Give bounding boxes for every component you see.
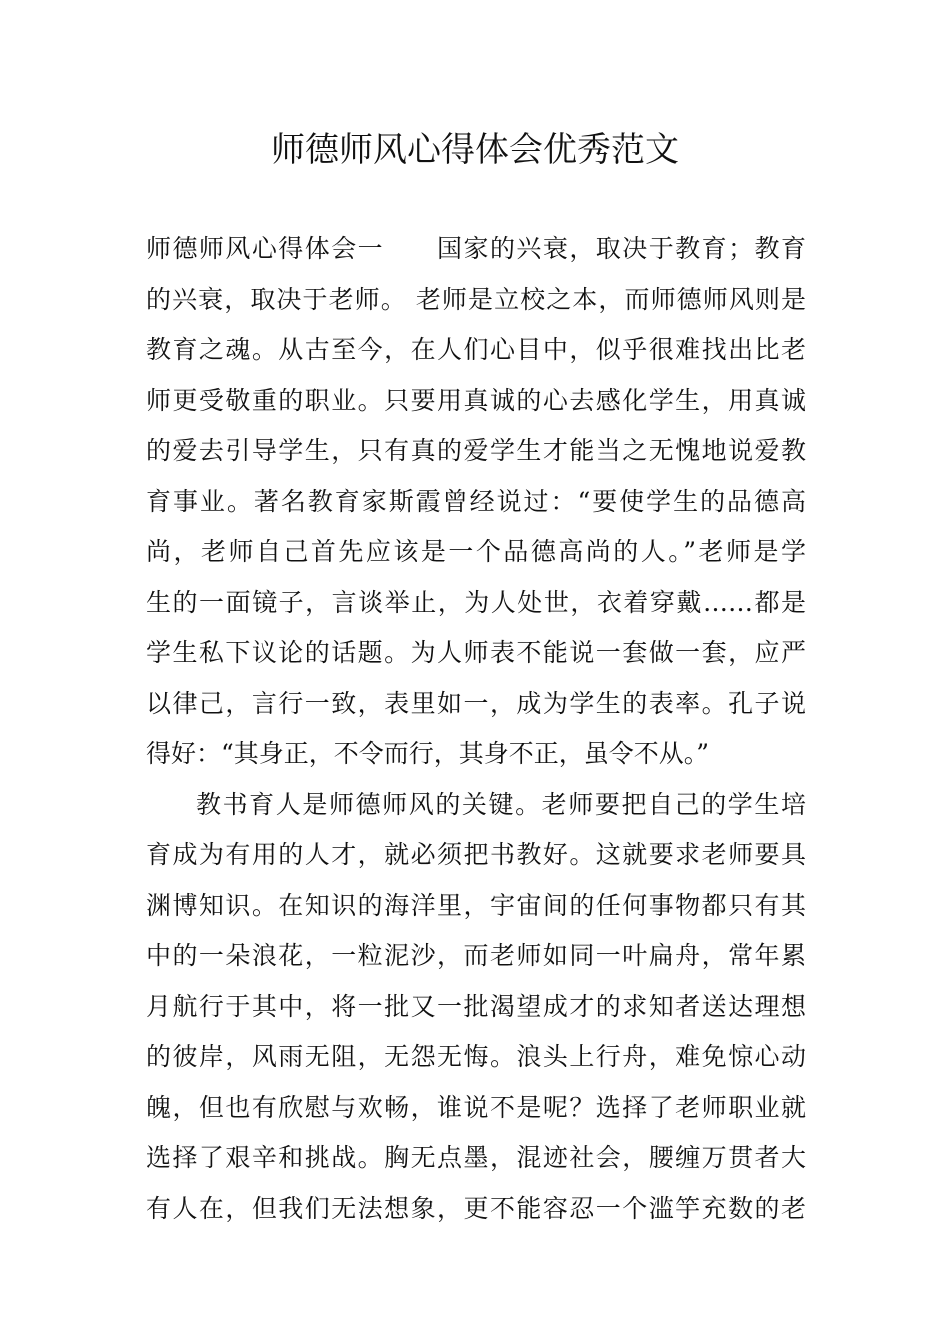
text-line: 的爱去引导学生，只有真的爱学生才能当之无愧地说爱教 [146,436,806,465]
text-line: 师德师风心得体会一 国家的兴衰，取决于教育；教育 [146,234,806,263]
text-line: 师更受敬重的职业。只要用真诚的心去感化学生，用真诚 [146,385,806,415]
document-body [146,224,806,1234]
text-line: 学生私下议论的话题。为人师表不能说一套做一套，应严 [146,638,806,667]
document-title: 师德师风心得体会优秀范文 [271,130,679,170]
text-line: 得好：“其身正，不令而行，其身不正，虽令不从。” [146,739,710,768]
text-line: 生的一面镜子，言谈举止，为人处世，衣着穿戴……都是 [146,587,806,617]
text-line: 选择了艰辛和挑战。胸无点墨，混迹社会，腰缠万贯者大 [146,1143,806,1172]
text-line: 中的一朵浪花，一粒泥沙，而老师如同一叶扁舟，常年累 [146,941,806,970]
text-line: 教育之魂。从古至今，在人们心目中，似乎很难找出比老 [146,335,806,364]
text-line: 育事业。著名教育家斯霞曾经说过：“要使学生的品德高 [146,486,806,516]
text-line: 的彼岸，风雨无阻，无怨无悔。浪头上行舟，难免惊心动 [146,1042,806,1071]
text-line: 育成为有用的人才，就必须把书教好。这就要求老师要具 [146,840,806,869]
text-line: 魄，但也有欣慰与欢畅，谁说不是呢？选择了老师职业就 [146,1092,806,1122]
text-line: 有人在，但我们无法想象，更不能容忍一个滥竽充数的老 [146,1193,806,1223]
text-line: 的兴衰，取决于老师。 老师是立校之本，而师德师风则是 [146,284,806,314]
text-line: 月航行于其中，将一批又一批渴望成才的求知者送达理想 [146,991,806,1021]
text-line: 以律己，言行一致，表里如一，成为学生的表率。孔子说 [146,688,806,718]
text-line: 教书育人是师德师风的关键。老师要把自己的学生培 [196,789,806,819]
text-line: 尚，老师自己首先应该是一个品德高尚的人。”老师是学 [146,537,806,566]
text-line: 渊博知识。在知识的海洋里，宇宙间的任何事物都只有其 [146,890,806,920]
